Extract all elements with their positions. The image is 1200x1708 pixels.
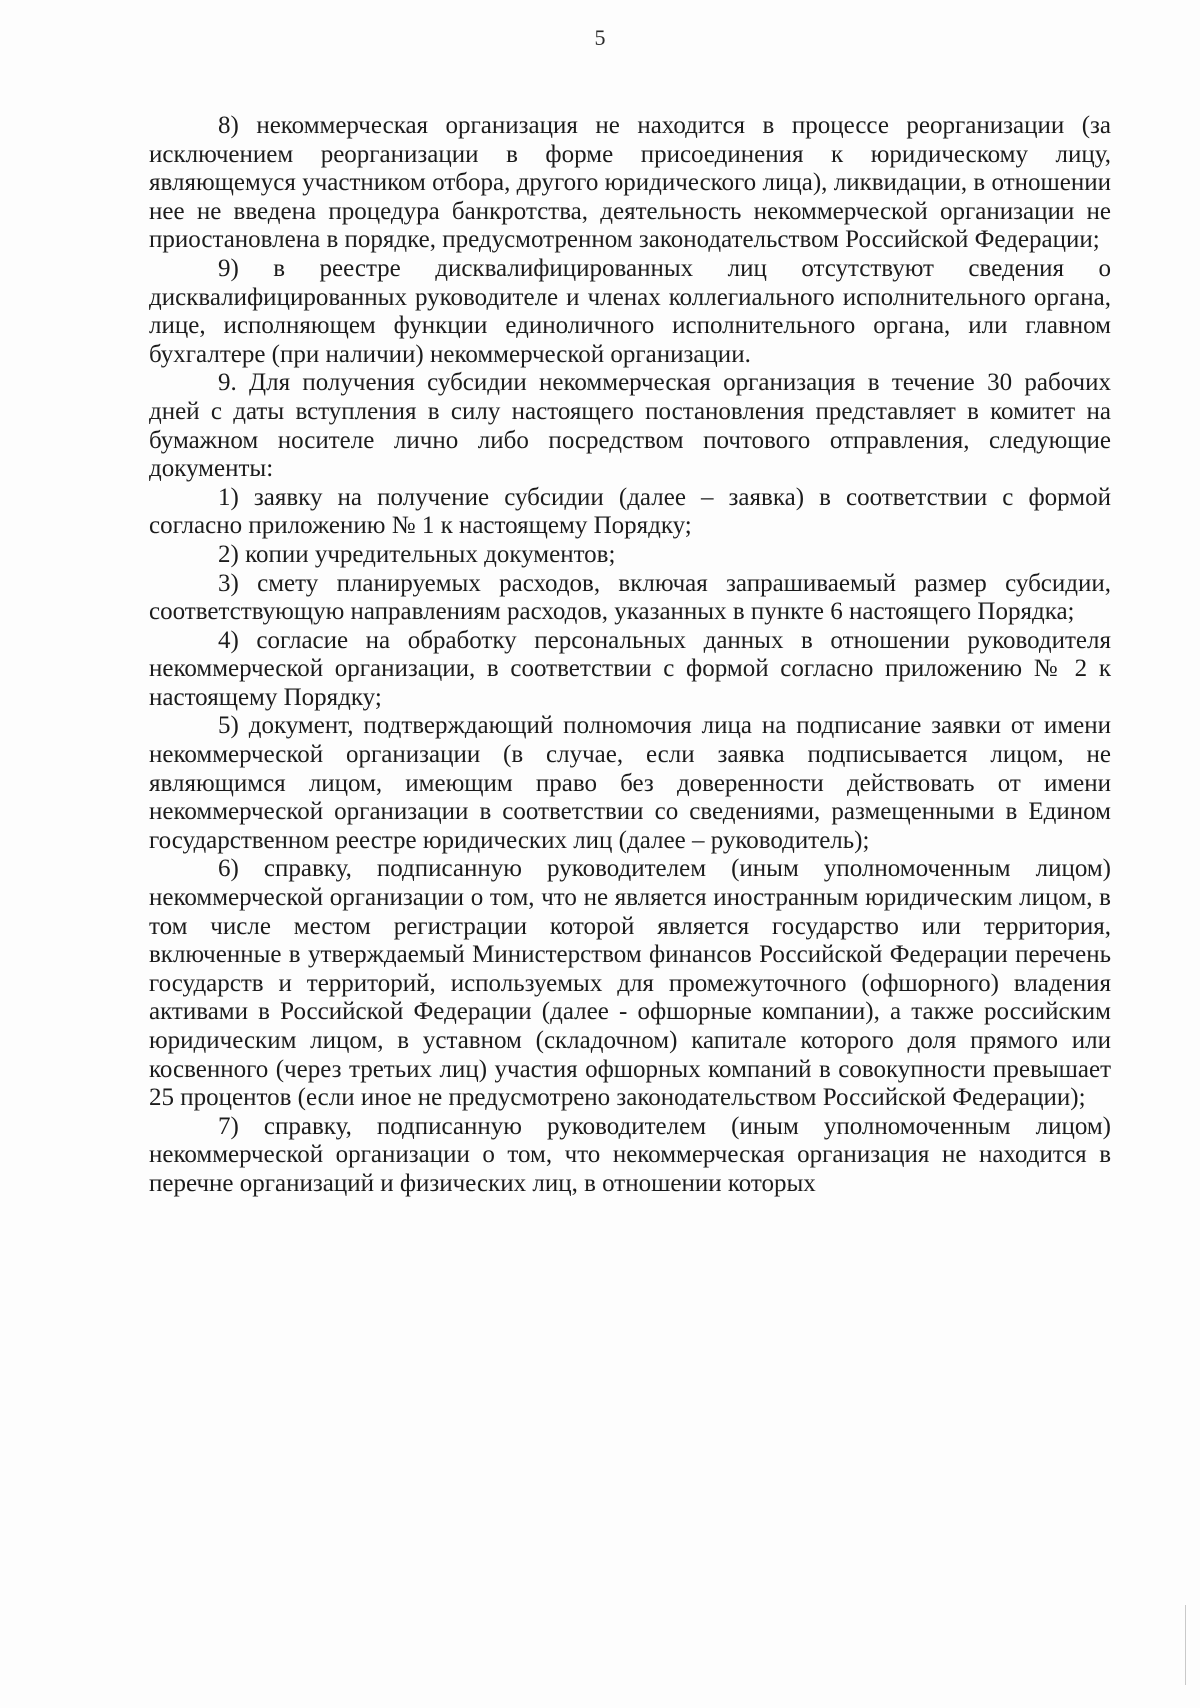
paragraph-doc-2: 2) копии учредительных документов; — [218, 540, 616, 568]
paragraph-item-8: 8) некоммерческая организация не находится в процессе реорганизации (за исключением реорганизации в форме присоединения к юридическому лицу, являющемуся участником отбора, другого юридического лица), ликвидации, в отношении нее не введена процедура банкротства, деятельность некоммерческой организации не приостановлена в порядке, предусмотренном законодательством Российской Федерации; — [149, 112, 1111, 254]
paragraph-doc-7: 7) справку, подписанную руководителем (иным уполномоченным лицом) некоммерческой организации о том, что некоммерческая организация не находится в перечне организаций и физических лиц, в отношении которых — [149, 1112, 1111, 1197]
scan-edge-mark — [1185, 1605, 1186, 1685]
paragraph-doc-1: 1) заявку на получение субсидии (далее – заявка) в соответствии с формой согласно приложению № 1 к настоящему Порядку; — [149, 483, 1111, 540]
paragraph-clause-9: 9. Для получения субсидии некоммерческая организация в течение 30 рабочих дней с даты вступления в силу настоящего постановления представляет в комитет на бумажном носителе лично либо посредством почтового отправления, следующие документы: — [149, 369, 1111, 483]
document-body — [149, 112, 1111, 1199]
paragraph-doc-3: 3) смету планируемых расходов, включая запрашиваемый размер субсидии, соответствующую направлениям расходов, указанных в пункте 6 настоящего Порядка; — [149, 569, 1111, 626]
paragraph-doc-6: 6) справку, подписанную руководителем (иным уполномоченным лицом) некоммерческой организации о том, что не является иностранным юридическим лицом, в том числе местом регистрации которой является государство или территория, включенные в утверждаемый Министерством финансов Российской Федерации перечень государств и территорий, используемых для промежуточного (офшорного) владения активами в Российской Федерации (далее - офшорные компании), а также российским юридическим лицом, в уставном (складочном) капитале которого доля прямого или косвенного (через третьих лиц) участия офшорных компаний в совокупности превышает 25 процентов (если иное не предусмотрено законодательством Российской Федерации); — [149, 855, 1111, 1112]
paragraph-item-9: 9) в реестре дисквалифицированных лиц отсутствуют сведения о дисквалифицированных руководителе и членах коллегиального исполнительного органа, лице, исполняющем функции единоличного исполнительного органа, или главном бухгалтере (при наличии) некоммерческой организации. — [149, 254, 1111, 368]
paragraph-doc-5: 5) документ, подтверждающий полномочия лица на подписание заявки от имени некоммерческой организации (в случае, если заявка подписывается лицом, не являющимся лицом, имеющим право без доверенности действовать от имени некоммерческой организации в соответствии со сведениями, размещенными в Едином государственном реестре юридических лиц (далее – руководитель); — [149, 712, 1111, 854]
page-number: 5 — [594, 25, 606, 50]
paragraph-doc-4: 4) согласие на обработку персональных данных в отношении руководителя некоммерческой организации, в соответствии с формой согласно приложению № 2 к настоящему Порядку; — [149, 626, 1111, 711]
